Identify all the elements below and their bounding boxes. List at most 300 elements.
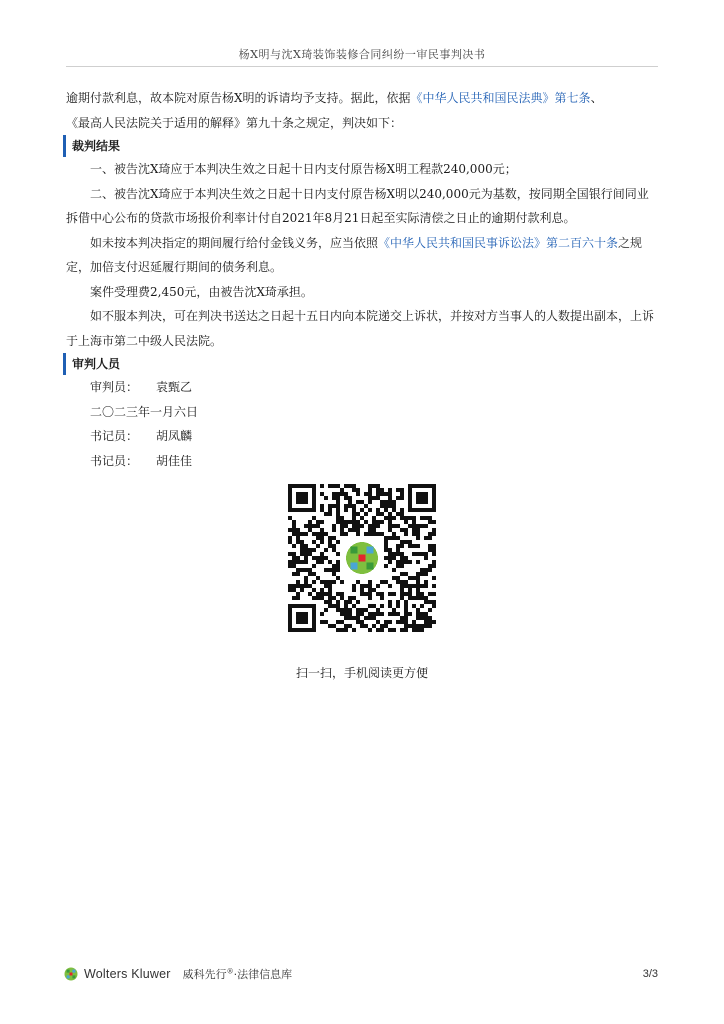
qr-module [328, 588, 332, 592]
qr-module [384, 580, 388, 584]
qr-module [368, 500, 372, 504]
qr-module [396, 524, 400, 528]
qr-module [404, 592, 408, 596]
clerk-row-1 [90, 424, 658, 449]
qr-module [288, 560, 292, 564]
qr-module [388, 600, 392, 604]
qr-module [404, 600, 408, 604]
qr-module [292, 564, 296, 568]
qr-module [332, 484, 336, 488]
qr-module [356, 488, 360, 492]
qr-module [296, 560, 300, 564]
qr-module [372, 516, 376, 520]
qr-module [420, 592, 424, 596]
qr-module [340, 620, 344, 624]
qr-module [424, 572, 428, 576]
qr-module [428, 620, 432, 624]
qr-module [328, 584, 332, 588]
judgment-item-2: 二、被告沈X琦应于本判决生效之日起十日内支付原告杨X明以240,000元为基数，按同期全国银行间同业拆借中心公布的贷款市场报价利率计付自2021年8月21日起至实际清偿之日止的逾期付款利息。 [66, 186, 649, 225]
qr-module [392, 536, 396, 540]
appeal-paragraph: 如不服本判决，可在判决书送达之日起十五日内向本院递交上诉状，并按对方当事人的人数提出副本，上诉于上海市第二中级人民法院。 [66, 309, 655, 348]
qr-module [356, 520, 360, 524]
interest-text-b: 之规定，加倍支付迟延履行期间的债务利息。 [66, 235, 643, 274]
qr-module [324, 568, 328, 572]
qr-module [432, 532, 436, 536]
qr-module [428, 536, 432, 540]
qr-module [356, 608, 360, 612]
qr-module [420, 612, 424, 616]
qr-module [424, 524, 428, 528]
qr-module [320, 620, 324, 624]
qr-module [320, 492, 324, 496]
qr-module [356, 580, 360, 584]
qr-module [340, 608, 344, 612]
qr-module [336, 564, 340, 568]
qr-module [400, 592, 404, 596]
qr-module [332, 528, 336, 532]
qr-module [432, 564, 436, 568]
qr-module [344, 628, 348, 632]
qr-module [356, 492, 360, 496]
qr-module [304, 556, 308, 560]
qr-module [392, 576, 396, 580]
qr-module [392, 552, 396, 556]
qr-module [384, 556, 388, 560]
qr-module [404, 516, 408, 520]
civil-code-link[interactable]: 《中华人民共和国民法典》第七条 [410, 91, 591, 105]
qr-module [332, 536, 336, 540]
qr-module [396, 600, 400, 604]
qr-module [396, 576, 400, 580]
qr-module [288, 564, 292, 568]
qr-module [408, 588, 412, 592]
qr-module [308, 552, 312, 556]
qr-module [376, 488, 380, 492]
qr-module [400, 580, 404, 584]
qr-module [336, 500, 340, 504]
qr-module [320, 520, 324, 524]
qr-module [380, 532, 384, 536]
qr-module [416, 572, 420, 576]
qr-module [372, 624, 376, 628]
qr-module [424, 568, 428, 572]
qr-module [372, 612, 376, 616]
qr-module [336, 540, 340, 544]
qr-module [416, 552, 420, 556]
qr-module [392, 628, 396, 632]
qr-module [364, 492, 368, 496]
qr-module [324, 584, 328, 588]
qr-module [376, 492, 380, 496]
qr-module [364, 512, 368, 516]
qr-module [420, 552, 424, 556]
qr-module [312, 540, 316, 544]
qr-module [352, 616, 356, 620]
qr-module [384, 492, 388, 496]
qr-module [424, 616, 428, 620]
qr-module [320, 560, 324, 564]
qr-module [356, 512, 360, 516]
qr-module [376, 524, 380, 528]
qr-module [404, 540, 408, 544]
qr-module [316, 556, 320, 560]
qr-module [356, 616, 360, 620]
qr-module [344, 608, 348, 612]
qr-module [424, 600, 428, 604]
qr-module [324, 580, 328, 584]
qr-module [288, 516, 292, 520]
qr-module [312, 516, 316, 520]
qr-module [364, 520, 368, 524]
qr-module [408, 584, 412, 588]
qr-module [352, 488, 356, 492]
qr-module [344, 604, 348, 608]
qr-module [296, 580, 300, 584]
qr-module [328, 600, 332, 604]
qr-module [304, 560, 308, 564]
qr-module [420, 572, 424, 576]
qr-module [328, 512, 332, 516]
qr-module [304, 568, 308, 572]
qr-module [320, 528, 324, 532]
qr-module [420, 628, 424, 632]
qr-module [392, 612, 396, 616]
qr-module [424, 552, 428, 556]
qr-module [340, 516, 344, 520]
qr-module [408, 560, 412, 564]
qr-module [432, 576, 436, 580]
qr-module [380, 628, 384, 632]
qr-module [388, 612, 392, 616]
qr-caption: 扫一扫，手机阅读更方便 [295, 666, 428, 680]
qr-module [388, 548, 392, 552]
qr-module [424, 516, 428, 520]
qr-module [360, 588, 364, 592]
page-header-title: 杨X明与沈X琦装饰装修合同纠纷一审民事判决书 [238, 48, 486, 61]
qr-module [340, 628, 344, 632]
qr-module [392, 556, 396, 560]
qr-module [304, 544, 308, 548]
qr-module [420, 604, 424, 608]
qr-module [344, 508, 348, 512]
qr-module [384, 620, 388, 624]
qr-module [388, 560, 392, 564]
qr-module [412, 516, 416, 520]
qr-module [428, 544, 432, 548]
qr-module [344, 492, 348, 496]
qr-module [352, 520, 356, 524]
qr-module [336, 600, 340, 604]
qr-module [368, 492, 372, 496]
qr-module [360, 592, 364, 596]
qr-module [340, 592, 344, 596]
qr-module [400, 560, 404, 564]
qr-module [416, 608, 420, 612]
qr-module [368, 584, 372, 588]
qr-module [388, 628, 392, 632]
qr-module [312, 580, 316, 584]
qr-module [368, 488, 372, 492]
qr-module [336, 592, 340, 596]
qr-module [316, 576, 320, 580]
qr-module [384, 516, 388, 520]
qr-module [416, 628, 420, 632]
qr-module [388, 584, 392, 588]
qr-module [412, 520, 416, 524]
qr-module [360, 584, 364, 588]
qr-module [332, 504, 336, 508]
qr-module [396, 604, 400, 608]
intro-text-b: 、 [590, 91, 603, 105]
qr-module [400, 488, 404, 492]
qr-module [400, 596, 404, 600]
qr-module [396, 620, 400, 624]
qr-module [404, 584, 408, 588]
qr-module [320, 588, 324, 592]
qr-module [432, 548, 436, 552]
qr-module [388, 528, 392, 532]
qr-module [396, 612, 400, 616]
qr-module [344, 532, 348, 536]
qr-module [416, 584, 420, 588]
qr-module [372, 528, 376, 532]
qr-module [296, 556, 300, 560]
qr-module [348, 600, 352, 604]
qr-module [428, 564, 432, 568]
qr-module [344, 524, 348, 528]
qr-module [384, 564, 388, 568]
civil-procedure-law-link[interactable]: 《中华人民共和国民事诉讼法》第二百六十条 [378, 235, 619, 250]
qr-module [352, 596, 356, 600]
qr-module [404, 608, 408, 612]
qr-code[interactable] [288, 484, 436, 632]
qr-module [428, 568, 432, 572]
qr-module [368, 532, 372, 536]
qr-module [308, 548, 312, 552]
qr-module [388, 488, 392, 492]
qr-module [400, 572, 404, 576]
qr-module [316, 532, 320, 536]
qr-module [340, 528, 344, 532]
qr-module [340, 492, 344, 496]
qr-module [296, 568, 300, 572]
qr-module [416, 532, 420, 536]
qr-module [304, 576, 308, 580]
intro-text-c: 《最高人民法院关于适用的解释》第九十条之规定，判决如下： [66, 115, 403, 130]
qr-module [292, 560, 296, 564]
qr-module [336, 484, 340, 488]
qr-module [380, 604, 384, 608]
qr-module [424, 584, 428, 588]
clerk-name: 胡佳佳 [156, 453, 193, 468]
qr-module [416, 616, 420, 620]
qr-module [396, 548, 400, 552]
qr-finder-top-right [408, 484, 436, 512]
qr-module [332, 624, 336, 628]
qr-module [356, 600, 360, 604]
qr-module [376, 532, 380, 536]
qr-module [332, 544, 336, 548]
qr-module [336, 492, 340, 496]
qr-module [408, 524, 412, 528]
qr-module [360, 516, 364, 520]
qr-module [300, 588, 304, 592]
qr-module [392, 504, 396, 508]
qr-module [300, 544, 304, 548]
qr-module [412, 584, 416, 588]
fee-paragraph: 案件受理费2,450元，由被告沈X琦承担。 [90, 284, 313, 299]
qr-module [412, 532, 416, 536]
qr-module [328, 508, 332, 512]
qr-module [416, 544, 420, 548]
qr-module [404, 604, 408, 608]
qr-module [336, 568, 340, 572]
qr-module [412, 620, 416, 624]
qr-module [400, 508, 404, 512]
qr-module [332, 496, 336, 500]
qr-module [292, 520, 296, 524]
qr-module [296, 572, 300, 576]
interest-text-a: 如未按本判决指定的期间履行给付金钱义务，应当依照 [90, 235, 379, 250]
qr-module [308, 528, 312, 532]
qr-module [324, 512, 328, 516]
qr-module [384, 504, 388, 508]
interest-paragraph [66, 231, 658, 280]
qr-module [336, 508, 340, 512]
intro-paragraph [66, 86, 658, 135]
qr-module [312, 564, 316, 568]
clerk-row-2 [90, 449, 658, 474]
clerk-role-label: 书记员： [90, 429, 139, 443]
qr-module [364, 624, 368, 628]
qr-module [392, 592, 396, 596]
qr-module [288, 552, 292, 556]
qr-module [336, 608, 340, 612]
qr-module [340, 596, 344, 600]
qr-module [424, 536, 428, 540]
qr-module [316, 592, 320, 596]
footer-brand-name: Wolters Kluwer [84, 967, 171, 981]
qr-module [316, 536, 320, 540]
qr-module [400, 588, 404, 592]
qr-module [412, 628, 416, 632]
qr-module [432, 528, 436, 532]
qr-module [304, 584, 308, 588]
qr-module [400, 496, 404, 500]
qr-module [368, 508, 372, 512]
qr-module [328, 540, 332, 544]
qr-module [292, 552, 296, 556]
qr-module [404, 572, 408, 576]
judgment-date: 二〇二三年一月六日 [90, 404, 199, 419]
qr-module [320, 536, 324, 540]
qr-module [348, 612, 352, 616]
qr-module [392, 500, 396, 504]
qr-module [404, 624, 408, 628]
personnel-section-heading: 审判人员 [63, 353, 658, 375]
qr-module [396, 536, 400, 540]
qr-module [396, 512, 400, 516]
qr-code-image [288, 484, 436, 632]
qr-module [416, 624, 420, 628]
qr-module [356, 620, 360, 624]
qr-module [320, 484, 324, 488]
qr-module [408, 516, 412, 520]
qr-module [360, 524, 364, 528]
qr-module [360, 608, 364, 612]
qr-module [296, 540, 300, 544]
qr-module [324, 620, 328, 624]
qr-module [368, 484, 372, 488]
judgment-item-1: 一、被告沈X琦应于本判决生效之日起十日内支付原告杨X明工程款240,000元； [90, 162, 517, 176]
qr-module [348, 608, 352, 612]
qr-module [336, 504, 340, 508]
qr-module [332, 596, 336, 600]
qr-module [300, 532, 304, 536]
qr-module [348, 528, 352, 532]
qr-module [348, 500, 352, 504]
qr-module [412, 544, 416, 548]
qr-module [364, 504, 368, 508]
qr-module [400, 620, 404, 624]
qr-module [404, 620, 408, 624]
qr-module [344, 484, 348, 488]
qr-module [380, 592, 384, 596]
qr-module [412, 604, 416, 608]
qr-module [392, 524, 396, 528]
footer-brand [64, 966, 292, 982]
qr-module [288, 584, 292, 588]
qr-module [388, 520, 392, 524]
qr-module [368, 528, 372, 532]
qr-module [364, 608, 368, 612]
qr-module [400, 564, 404, 568]
qr-module [372, 532, 376, 536]
qr-module [368, 524, 372, 528]
qr-module [428, 520, 432, 524]
qr-module [300, 584, 304, 588]
qr-module [372, 484, 376, 488]
qr-module [368, 612, 372, 616]
qr-module [344, 600, 348, 604]
qr-module [408, 596, 412, 600]
qr-module [368, 616, 372, 620]
qr-module [308, 572, 312, 576]
qr-module [308, 584, 312, 588]
qr-module [392, 516, 396, 520]
qr-module [376, 592, 380, 596]
qr-finder-top-left [288, 484, 316, 512]
qr-module [368, 596, 372, 600]
qr-module [388, 552, 392, 556]
qr-module [380, 488, 384, 492]
qr-module [424, 620, 428, 624]
intro-text-a: 逾期付款利息，故本院对原告杨X明的诉请均予支持。据此，依据 [66, 91, 411, 105]
qr-module [360, 612, 364, 616]
qr-module [292, 596, 296, 600]
qr-module [376, 520, 380, 524]
qr-module [380, 520, 384, 524]
footer-product-suffix: ·法律信息库 [233, 968, 293, 981]
qr-module [356, 532, 360, 536]
qr-module [420, 516, 424, 520]
qr-module [388, 536, 392, 540]
qr-module [352, 524, 356, 528]
qr-module [304, 532, 308, 536]
qr-module [360, 620, 364, 624]
qr-module [416, 560, 420, 564]
qr-module [356, 500, 360, 504]
